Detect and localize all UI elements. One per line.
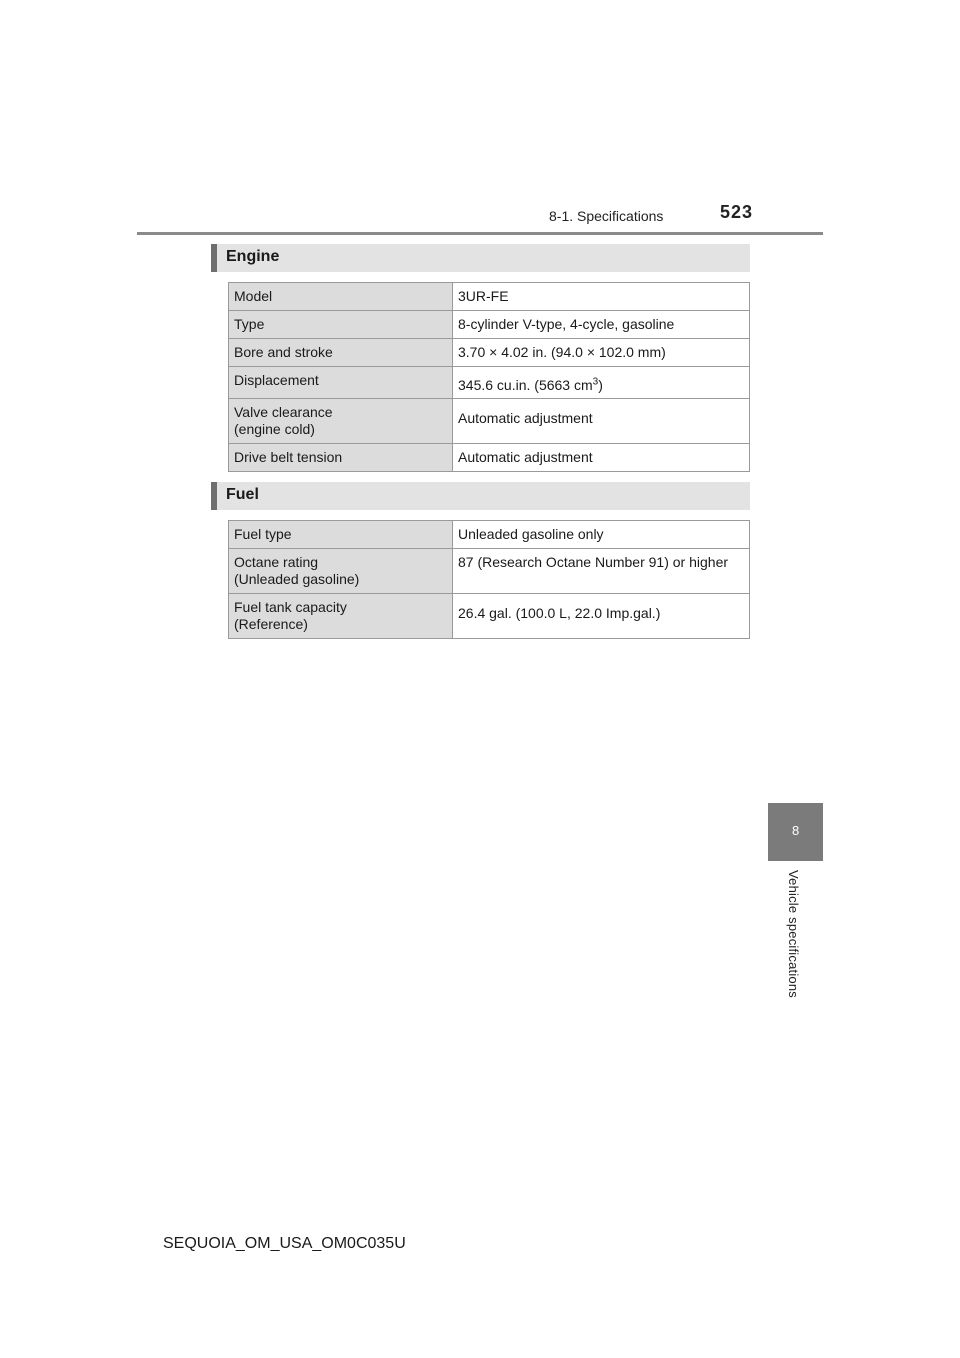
spec-label-line: (engine cold) [234, 421, 315, 437]
spec-label [229, 549, 453, 594]
engine-section-heading [211, 244, 750, 272]
spec-value: 3UR-FE [453, 283, 750, 311]
spec-label: Type [229, 311, 453, 339]
spec-label-line: (Unleaded gasoline) [234, 571, 360, 587]
chapter-tab [768, 803, 823, 861]
spec-label-line: Valve clearance [234, 404, 333, 420]
spec-value: Automatic adjustment [453, 399, 750, 444]
displacement-value: 345.6 cu.in. (5663 cm [458, 377, 593, 393]
spec-value: 87 (Research Octane Number 91) or higher [453, 549, 750, 594]
table-row [229, 521, 750, 549]
spec-value: 3.70 × 4.02 in. (94.0 × 102.0 mm) [453, 339, 750, 367]
spec-label [229, 399, 453, 444]
spec-label-line: (Reference) [234, 616, 308, 632]
table-row [229, 594, 750, 639]
fuel-section-heading [211, 482, 750, 510]
engine-heading-text: Engine [226, 248, 280, 265]
table-row [229, 283, 750, 311]
table-row [229, 339, 750, 367]
chapter-number: 8 [792, 823, 800, 838]
spec-label-line: Octane rating [234, 554, 319, 570]
spec-value: Unleaded gasoline only [453, 521, 750, 549]
displacement-value-end: ) [598, 377, 603, 393]
cubic-superscript: 3 [592, 376, 599, 388]
table-row [229, 367, 750, 399]
spec-label: Drive belt tension [229, 444, 453, 472]
header-divider [137, 232, 823, 235]
table-row [229, 311, 750, 339]
spec-label: Displacement [229, 367, 453, 399]
spec-value [453, 367, 750, 399]
chapter-label: Vehicle specifications [786, 870, 801, 998]
spec-label-line: Fuel tank capacity [234, 599, 347, 615]
header-section-title: 8-1. Specifications [549, 208, 664, 224]
page-number: 523 [720, 202, 754, 222]
spec-label [229, 594, 453, 639]
table-row [229, 399, 750, 444]
spec-value: 8-cylinder V-type, 4-cycle, gasoline [453, 311, 750, 339]
spec-value: 26.4 gal. (100.0 L, 22.0 Imp.gal.) [453, 594, 750, 639]
fuel-heading-text: Fuel [226, 486, 259, 503]
engine-spec-table [228, 282, 750, 472]
spec-label: Fuel type [229, 521, 453, 549]
fuel-spec-table [228, 520, 750, 639]
table-row [229, 549, 750, 594]
table-row [229, 444, 750, 472]
spec-label: Bore and stroke [229, 339, 453, 367]
spec-value: Automatic adjustment [453, 444, 750, 472]
document-code: SEQUOIA_OM_USA_OM0C035U [163, 1235, 406, 1252]
spec-label: Model [229, 283, 453, 311]
